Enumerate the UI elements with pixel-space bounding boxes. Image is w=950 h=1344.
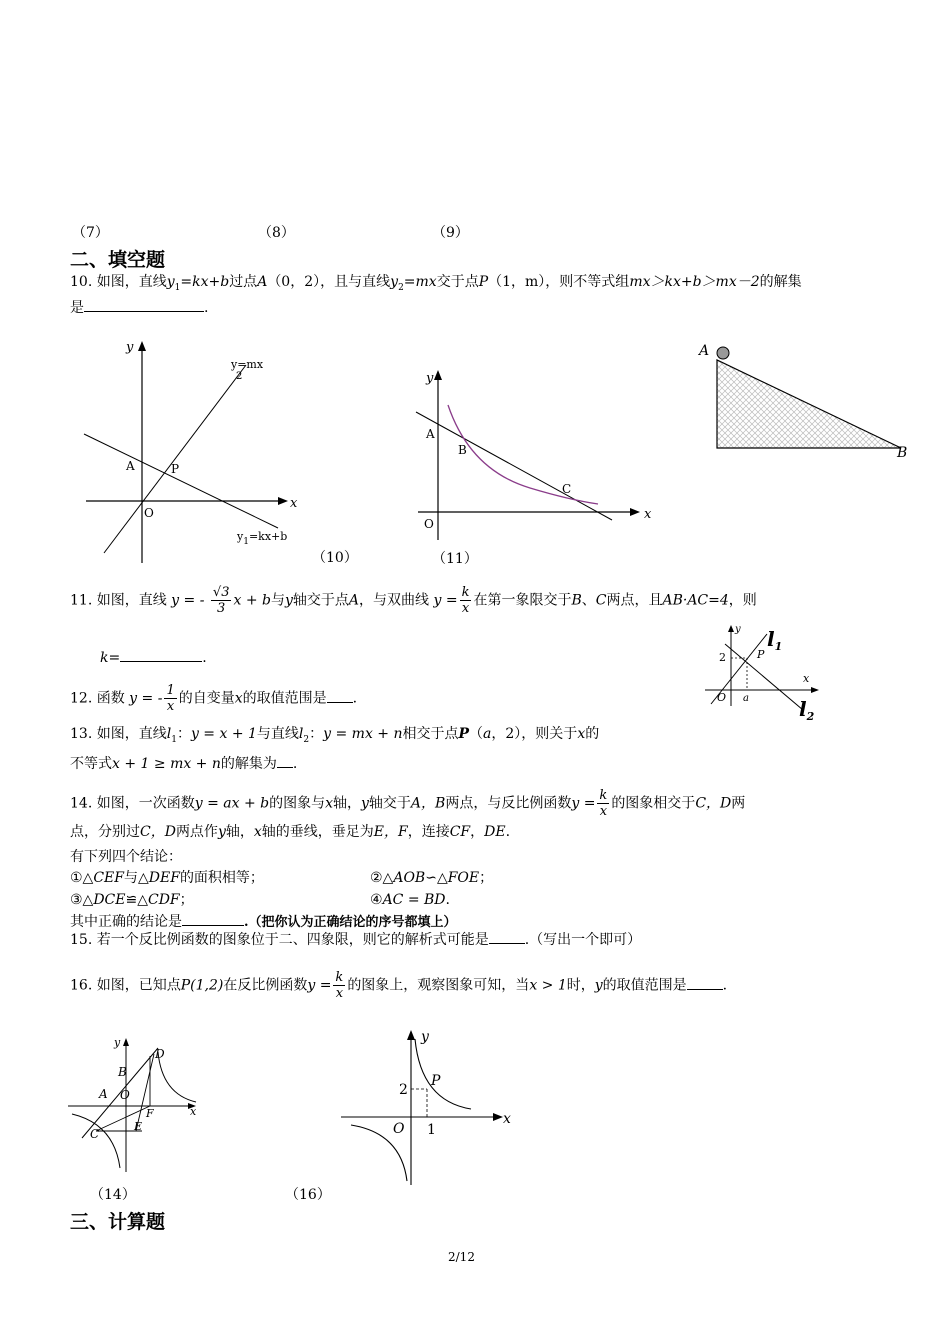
question-14-line2: 点，分别过C，D两点作y轴，x轴的垂线，垂足为E，F，连接CF，DE. xyxy=(70,824,511,840)
fig14-point-F: F xyxy=(146,1107,154,1120)
fig10-point-A: A xyxy=(126,459,135,473)
question-13-line2: 不等式x + 1 ≥ mx + n的解集为 . xyxy=(70,756,298,772)
question-14-line3: 有下列四个结论： xyxy=(70,849,182,865)
fig13-point-P: P xyxy=(757,648,765,661)
figure-13 xyxy=(695,620,830,725)
figure-11 xyxy=(410,360,670,575)
line-AC xyxy=(416,412,612,520)
x-axis-arrow-icon xyxy=(630,508,640,516)
question-10-line2: 是 . xyxy=(70,300,209,316)
fig10-origin: O xyxy=(144,506,154,520)
fig14-point-E: E xyxy=(134,1120,143,1133)
figure-14 xyxy=(62,1032,212,1177)
fig13-origin: O xyxy=(717,691,727,704)
fig13-l1: $l_1$ xyxy=(767,627,783,653)
question-14: 14. 如图，一次函数y = ax + b的图象与x轴，y轴交于A，B两点，与反比例函数y = $\frac{k}{x}$ 的图象相交于C，D两 xyxy=(70,788,746,819)
figure-caption-9: （9） xyxy=(432,225,469,241)
y-axis-arrow-icon xyxy=(434,370,442,380)
fig11-y-label: y xyxy=(426,371,434,386)
fig11-caption: （11） xyxy=(432,551,478,567)
fig13-x-label: x xyxy=(803,672,810,685)
answer-blank-13[interactable] xyxy=(277,767,293,768)
fig16-point-P: P xyxy=(431,1073,441,1089)
fig11-point-C: C xyxy=(562,482,572,496)
fig16-tick-2: 2 xyxy=(399,1082,408,1098)
fig11-x-label: x xyxy=(644,507,652,522)
question-14-conclusion-1: ①△CEF与△DEF的面积相等； xyxy=(70,870,264,886)
answer-blank-16[interactable] xyxy=(687,989,723,990)
slope-point-A: A xyxy=(699,343,710,359)
fig14-origin: O xyxy=(120,1088,130,1102)
fig13-a: a xyxy=(743,693,749,704)
question-16: 16. 如图，已知点P(1,2)在反比例函数y = $\frac{k}{x}$ 的图象上，观察图象可知，当x > 1时，y的取值范围是 . xyxy=(70,970,728,1001)
fig10-label-y1: $y_1=kx+b$ xyxy=(237,530,288,547)
answer-blank-15[interactable] xyxy=(489,943,525,944)
fig13-tick-2: 2 xyxy=(719,651,726,664)
fig16-y-label: y xyxy=(421,1029,429,1045)
answer-blank-10[interactable] xyxy=(84,311,204,312)
figure-caption-7: （7） xyxy=(72,225,109,241)
fig14-point-D: D xyxy=(155,1047,165,1061)
fig11-origin: O xyxy=(424,517,434,531)
fig13-y-label: y xyxy=(735,624,741,635)
fig10-caption: （10） xyxy=(312,550,358,566)
question-14-line6: 其中正确的结论是 .（把你认为正确结论的序号都填上） xyxy=(70,914,457,930)
fig14-x-label: x xyxy=(190,1105,197,1118)
fig10-y-label: y xyxy=(126,340,134,355)
fig14-point-C: C xyxy=(90,1127,100,1141)
question-10: 10. 如图，直线$y_1=kx+b$过点A（0，2），且与直线$y_2=mx$交于点P（1，m），则不等式组mx＞kx+b＞mx－2的解集 xyxy=(70,274,802,293)
figure-caption-8: （8） xyxy=(258,225,295,241)
section-title-calculation: 三、计算题 xyxy=(70,1211,166,1233)
answer-blank-11[interactable] xyxy=(120,661,202,662)
figure-slope xyxy=(695,340,915,465)
page-number: 2/12 xyxy=(448,1250,475,1264)
answer-blank-12[interactable] xyxy=(327,702,353,703)
fig16-caption: （16） xyxy=(285,1187,331,1203)
fig11-point-B: B xyxy=(458,443,467,457)
ball-icon xyxy=(717,347,729,359)
fig14-point-B: B xyxy=(118,1065,127,1079)
fig13-l2: $l_2$ xyxy=(799,697,815,723)
fig14-caption: （14） xyxy=(90,1187,136,1203)
answer-blank-14[interactable] xyxy=(182,925,244,926)
fig16-x-label: x xyxy=(503,1111,511,1127)
fig10-x-label: x xyxy=(290,496,298,511)
slope-triangle xyxy=(717,360,901,448)
question-12: 12. 函数 y = - $\frac{1}{x}$ 的自变量x的取值范围是 . xyxy=(70,683,358,714)
y-axis-arrow-icon xyxy=(138,341,146,351)
section-title-fill-in: 二、填空题 xyxy=(70,249,166,271)
question-13: 13. 如图，直线$l_1$：y = x + 1与直线$l_2$：y = mx + n相交于点P（a，2），则关于x的 xyxy=(70,726,600,745)
fig16-origin: O xyxy=(393,1121,405,1137)
question-14-conclusion-4: ④AC = BD. xyxy=(370,892,450,908)
y-axis-arrow-icon xyxy=(728,625,734,632)
y-axis-arrow-icon xyxy=(407,1030,415,1040)
x-axis-arrow-icon xyxy=(811,687,819,693)
fig10-point-P: P xyxy=(171,462,180,476)
question-11: 11. 如图，直线 y = - $\frac{√3}{3}$ x + b与y轴交于点A，与双曲线 y = $\frac{k}{x}$ 在第一象限交于B、C两点，且AB·AC=4，则 xyxy=(70,585,757,616)
fig10-label-y2: y=mx xyxy=(231,358,264,371)
question-15: 15. 若一个反比例函数的图象位于二、四象限，则它的解析式可能是 .（写出一个即可） xyxy=(70,932,642,948)
fig14-y-label: y xyxy=(114,1036,121,1049)
figure-10 xyxy=(70,335,358,575)
hyperbola-q1 xyxy=(415,1039,471,1109)
fig14-point-A: A xyxy=(99,1087,108,1101)
hyperbola-curve xyxy=(448,405,598,504)
line-y1 xyxy=(84,434,278,528)
question-14-conclusion-2: ②△AOB∽△FOE； xyxy=(370,870,494,886)
question-14-conclusion-3: ③△DCE≌△CDF； xyxy=(70,892,194,908)
fig11-point-A: A xyxy=(426,427,435,441)
slope-point-B: B xyxy=(897,445,908,461)
fig10-label-y2-sub: 2 xyxy=(236,371,243,382)
question-11-line2: k= . xyxy=(100,650,207,666)
figure-16 xyxy=(335,1025,530,1190)
fig16-tick-1: 1 xyxy=(427,1122,436,1138)
y-axis-arrow-icon xyxy=(123,1038,129,1046)
x-axis-arrow-icon xyxy=(493,1113,503,1121)
x-axis-arrow-icon xyxy=(278,497,288,505)
